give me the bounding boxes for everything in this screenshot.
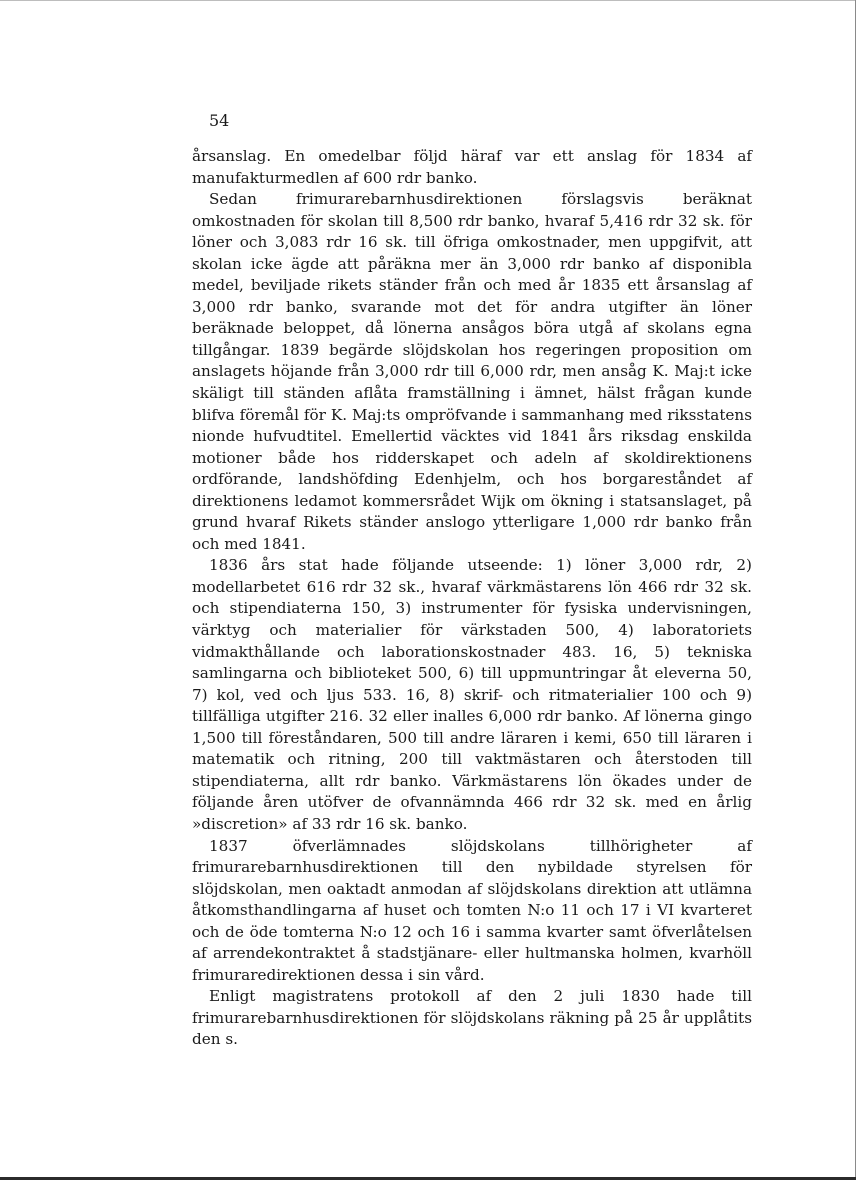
page-number: 54 xyxy=(209,111,230,130)
scan-top-edge xyxy=(0,0,856,1)
paragraph-4: 1837 öfverlämnades slöjdskolans tillhörigheter af frimurarebarnhusdirektionen till den nybildade styrelsen för slöjdskolan, men oaktadt anmodan af slöjdskolans direktion att utlämna åtkomsthandlingarna af huset och tomten N:o 11 och 17 i VI kvarteret och de öde tomterna N:o 12 och 16 i samma kvarter samt öfverlåtelsen af arrendekontraktet å stadstjänare- eller hultmanska holmen, kvarhöll frimuraredirektionen dessa i sin vård. xyxy=(192,836,752,984)
paragraph-1: årsanslag. En omedelbar följd häraf var ett anslag för 1834 af manufakturmedlen af 600 rdr banko. xyxy=(192,147,752,187)
body-text xyxy=(192,146,752,1051)
paragraph-2: Sedan frimurarebarnhusdirektionen förslagsvis beräknat omkostnaden för skolan till 8,500 rdr banko, hvaraf 5,416 rdr 32 sk. för löner och 3,083 rdr 16 sk. till öfriga omkostnader, men uppgifvit, att skolan icke ägde att påräkna mer än 3,000 rdr banko af disponibla medel, beviljade rikets ständer från och med år 1835 ett årsanslag af 3,000 rdr banko, svarande mot det för andra utgifter än löner beräknade beloppet, då lönerna ansågos böra utgå af skolans egna tillgångar. 1839 begärde slöjdskolan hos regeringen proposition om anslagets höjande från 3,000 rdr till 6,000 rdr, men ansåg K. Maj:t icke skäligt till ständen aflåta framställning i ämnet, hälst frågan kunde blifva föremål för K. Maj:ts ompröfvande i sammanhang med riksstatens nionde hufvudtitel. Emellertid väcktes vid 1841 års riksdag enskilda motioner både hos ridderskapet och adeln af skoldirektionens ordförande, landshöfding Edenhjelm, och hos borgareståndet af direktionens ledamot kommersrådet Wijk om ökning i statsanslaget, på grund hvaraf Rikets ständer anslogo ytterligare 1,000 rdr banko från och med 1841. xyxy=(192,190,752,553)
paragraph-3: 1836 års stat hade följande utseende: 1) löner 3,000 rdr, 2) modellarbetet 616 rdr 32 sk., hvaraf värkmästarens lön 466 rdr 32 sk. och stipendiaterna 150, 3) instrumenter för fysiska undervisningen, värktyg och materialier för värkstaden 500, 4) laboratoriets vidmakthållande och laborationskostnader 483. 16, 5) tekniska samlingarna och biblioteket 500, 6) till uppmuntringar åt eleverna 50, 7) kol, ved och ljus 533. 16, 8) skrif- och ritmaterialier 100 och 9) tillfälliga utgifter 216. 32 eller inalles 6,000 rdr banko. Af lönerna gingo 1,500 till föreståndaren, 500 till andre läraren i kemi, 650 till läraren i matematik och ritning, 200 till vaktmästaren och återstoden till stipendiaterna, allt rdr banko. Värkmästarens lön ökades under de följande åren utöfver de ofvannämnda 466 rdr 32 sk. med en årlig »discretion» af 33 rdr 16 sk. banko. xyxy=(192,556,752,833)
paragraph-5: Enligt magistratens protokoll af den 2 juli 1830 hade till frimurarebarnhusdirektionen för slöjdskolans räkning på 25 år upplåtits den s. xyxy=(192,987,752,1049)
